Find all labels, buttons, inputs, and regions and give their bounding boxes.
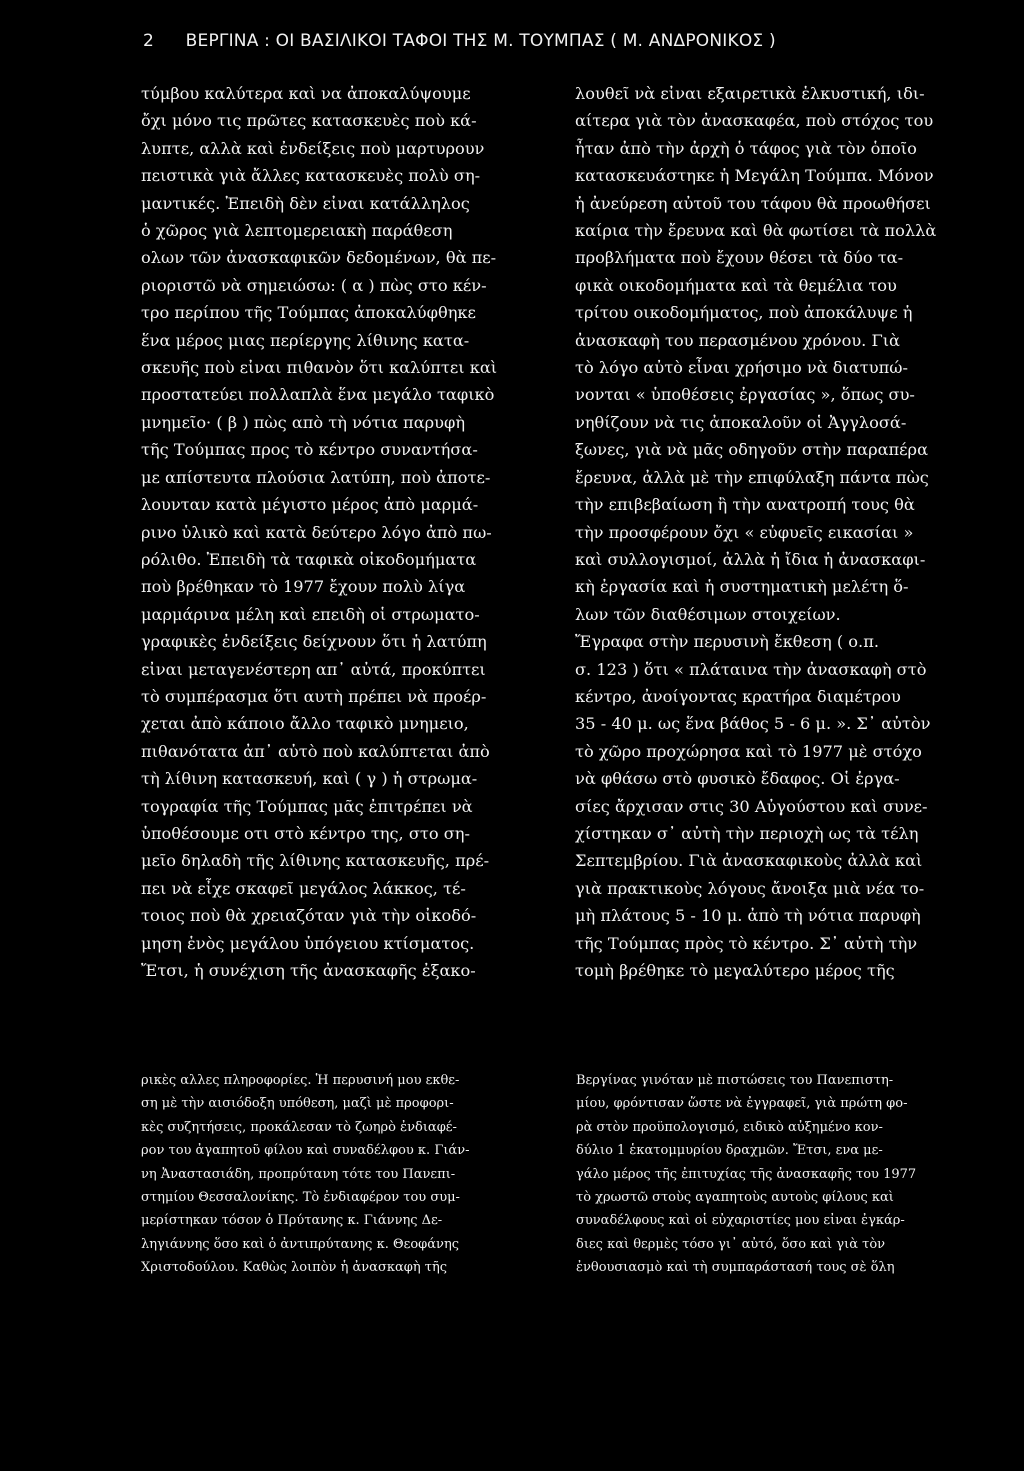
text-line: νονται « ὑποθέσεις ἐργασίας », ὅπως συ- <box>575 385 915 405</box>
text-line: κὲς συζητήσεις, προκάλεσαν τὸ ζωηρὸ ἐνδιαφέ- <box>141 1119 457 1135</box>
text-line: διες καὶ θερμὲς τόσο γι᾽ αὐτό, ὅσο καὶ γιὰ τὸν <box>576 1236 886 1252</box>
text-line: μνημεῖο· ( β ) πὼς απὸ τὴ νότια παρυφὴ <box>141 412 466 432</box>
footnote-left-column <box>141 1069 561 1280</box>
text-line: ὄχι μόνο τις πρῶτες κατασκευὲς ποὺ κά- <box>141 111 477 131</box>
text-line: 35 - 40 μ. ως ἕνα βάθος 5 - 6 μ. ». Σ᾽ αὐτὸν <box>575 714 931 734</box>
text-line: ἔρευνα, ἀλλὰ μὲ τὴν επιφύλαξη πάντα πὼς <box>575 467 929 487</box>
text-line: λουνταν κατὰ μέγιστο μέρος ἀπὸ μαρμά- <box>141 495 479 515</box>
text-line: λων τῶν διαθέσιμων στοιχείων. <box>575 604 841 624</box>
text-line: δύλιο 1 ἑκατομμυρίου δραχμῶν. Ἔτσι, ενα με- <box>576 1143 883 1159</box>
text-line: τοιος ποὺ θὰ χρειαζόταν γιὰ τὴν οἰκοδό- <box>141 906 477 926</box>
text-line: λυπτε, αλλὰ καὶ ἐνδείξεις ποὺ μαρτυρουν <box>141 138 485 158</box>
text-line: πειστικὰ γιὰ ἄλλες κατασκευὲς πολὺ ση- <box>141 166 481 186</box>
text-line: εἰναι μεταγενέστερη απ᾽ αὐτά, προκύπτει <box>141 659 486 679</box>
text-line: χεται ἀπὸ κάποιο ἄλλο ταφικὸ μνημειο, <box>141 714 469 734</box>
text-line: νηθίζουν νὰ τις ἀποκαλοῦν οἱ Ἀγγλοσά- <box>575 412 907 432</box>
text-line: σίες ἄρχισαν στις 30 Αὐγούστου καὶ συνε- <box>575 796 928 816</box>
text-line: Ἔτσι, ἡ συνέχιση τῆς ἀνασκαφῆς ἐξακο- <box>141 961 476 980</box>
page-header <box>143 29 1003 53</box>
text-line: καὶ συλλογισμοί, ἀλλὰ ἡ ἴδια ἡ ἀνασκαφι- <box>575 549 926 569</box>
text-line: τομὴ βρέθηκε τὸ μεγαλύτερο μέρος τῆς <box>575 961 895 980</box>
text-line: μεῖο δηλαδὴ τῆς λίθινης κατασκευῆς, πρέ- <box>141 851 490 871</box>
footnote-right-column <box>576 1069 996 1280</box>
text-line: αίτερα γιὰ τὸν ἀνασκαφέα, ποὺ στόχος του <box>575 111 934 131</box>
text-line: πει νὰ εἶχε σκαφεῖ μεγάλος λάκκος, τέ- <box>141 878 466 898</box>
text-line: πιθανότατα ἀπ᾽ αὐτὸ ποὺ καλύπτεται ἀπὸ <box>141 741 490 761</box>
text-line: σ. 123 ) ὅτι « πλάταινα τὴν ἀνασκαφὴ στὸ <box>575 659 927 679</box>
text-line: ἡ ἀνεύρεση αὐτοῦ του τάφου θὰ προωθήσει <box>575 193 931 213</box>
text-line: καίρια τὴν ἔρευνα καὶ θὰ φωτίσει τὰ πολλὰ <box>575 221 937 241</box>
text-line: Χριστοδούλου. Καθὼς λοιπὸν ἡ ἀνασκαφὴ τῆς <box>141 1260 448 1276</box>
text-line: ξωνες, γιὰ νὰ μᾶς οδηγοῦν στὴν παραπέρα <box>575 440 928 460</box>
text-line: μαντικές. Ἐπειδὴ δὲν εἰναι κατάλληλος <box>141 193 470 213</box>
text-line: νὰ φθάσω στὸ φυσικὸ ἔδαφος. Οἱ ἐργα- <box>575 769 900 789</box>
text-line: Σεπτεμβρίου. Γιὰ ἀνασκαφικοὺς ἀλλὰ καὶ <box>575 851 923 871</box>
text-line: χίστηκαν σ᾽ αὐτὴ τὴν περιοχὴ ως τὰ τέλη <box>575 823 919 843</box>
text-line: ολων τῶν ἀνασκαφικῶν δεδομένων, θὰ πε- <box>141 248 497 268</box>
text-line: ρον του ἀγαπητοῦ φίλου καὶ συναδέλφου κ. Γιάν- <box>141 1143 470 1159</box>
main-text-left-column <box>141 80 556 984</box>
text-line: νη Ἀναστασιάδη, πρoπρύτανη τότε του Πανεπι- <box>141 1166 456 1182</box>
text-line: σκευῆς ποὺ εἰναι πιθανὸν ὅτι καλύπτει καὶ <box>141 358 498 378</box>
text-line: συναδέλφους καὶ οἱ εὐχαριστίες μου εἰναι ἐγκάρ- <box>576 1213 905 1229</box>
text-line: τὸ συμπέρασμα ὅτι αυτὴ πρέπει νὰ προέρ- <box>141 686 487 706</box>
running-title: ΒΕΡΓΙΝΑ : ΟΙ ΒΑΣΙΛΙΚΟΙ ΤΑΦΟΙ ΤΗΣ Μ. ΤΟΥΜΠΑΣ ( Μ. ΑΝΔΡΟΝΙΚΟΣ ) <box>185 31 776 51</box>
page-number: 2 <box>143 31 155 51</box>
text-line: γραφικὲς ἐνδείξεις δείχνουν ὅτι ἡ λατύπη <box>141 632 487 652</box>
text-line: ρικὲς αλλες πληροφορίες. Ἡ περυσινή μου εκθε- <box>141 1073 460 1088</box>
text-line: ὑποθέσουμε οτι στὸ κέντρο της, στο ση- <box>141 823 470 843</box>
text-line: κὴ ἐργασία καὶ ἡ συστηματικὴ μελέτη ὅ- <box>575 577 909 597</box>
text-line: προβλήματα ποὺ ἔχουν θέσει τὰ δύο τα- <box>575 248 904 268</box>
text-line: τρίτου οικοδομήματος, ποὺ ἀποκάλυψε ἡ <box>575 303 913 323</box>
text-line: τρο περίπου τῆς Τούμπας ἀποκαλύφθηκε <box>141 303 476 323</box>
text-line: ρινο ὑλικὸ καὶ κατὰ δεύτερο λόγο ἀπὸ πω- <box>141 522 492 542</box>
text-line: τὴν επιβεβαίωση ἢ τὴν ανατροπή τους θὰ <box>575 495 915 515</box>
text-line: ὁ χῶρος γιὰ λεπτομερειακὴ παράθεση <box>141 221 453 241</box>
text-line: ρὰ στὸν προϋπολογισμό, ειδικὸ αὐξημένο κον- <box>576 1119 883 1135</box>
text-line: κέντρο, ἀνοίγοντας κρατήρα διαμέτρου <box>575 686 901 706</box>
text-line: μίου, φρόντισαν ὥστε νὰ ἐγγραφεῖ, γιὰ πρώτη φο- <box>576 1096 908 1112</box>
text-line: φικὰ οικοδομήματα καὶ τὰ θεμέλια του <box>575 275 897 295</box>
text-line: τὴν προσφέρουν ὄχι « εὐφυεῖς εικασίαι » <box>575 522 914 542</box>
text-line: Ἔγραφα στὴν περυσινὴ ἔκθεση ( ο.π. <box>575 632 879 652</box>
text-line: τὸ χῶρο προχώρησα καὶ τὸ 1977 μὲ στόχο <box>575 741 922 761</box>
text-line: τογραφία τῆς Τούμπας μᾶς ἐπιτρέπει νὰ <box>141 796 473 816</box>
text-line: ση μὲ τὴν αισιόδοξη υπόθεση, μαζὶ μὲ προφορι- <box>141 1096 454 1112</box>
text-line: μερίστηκαν τόσον ὁ Πρύτανης κ. Γιάννης Δε- <box>141 1213 443 1229</box>
text-line: γιὰ πρακτικοὺς λόγους ἄνοιξα μιὰ νέα το- <box>575 878 925 898</box>
text-line: μὴ πλάτους 5 - 10 μ. ἀπὸ τὴ νότια παρυφὴ <box>575 906 921 926</box>
text-line: γάλο μέρος τῆς ἐπιτυχίας τῆς ἀνασκαφῆς του 1977 <box>576 1166 917 1182</box>
text-line: προστατεύει πολλαπλὰ ἕνα μεγάλο ταφικὸ <box>141 385 495 405</box>
text-line: τύμβου καλύτερα καὶ να ἀποκαλύψουμε <box>141 84 471 103</box>
text-line: τῆς Τούμπας προς τὸ κέντρο συναντήσα- <box>141 440 478 460</box>
text-line: τὸ λόγο αὐτὸ εἶναι χρήσιμο νὰ διατυπώ- <box>575 358 908 378</box>
main-text-right-column <box>575 80 1000 984</box>
text-line: λουθεῖ νὰ εἰναι εξαιρετικὰ ἑλκυστική, ιδι- <box>575 84 925 103</box>
text-line: ἦταν ἀπὸ τὴν ἀρχὴ ὁ τάφος γιὰ τὸν ὁποῖο <box>575 138 917 158</box>
text-line: ἕνα μέρος μιας περίεργης λίθινης κατα- <box>141 330 470 350</box>
text-line: τῆς Τούμπας πρὸς τὸ κέντρο. Σ᾽ αὐτὴ τὴν <box>575 933 918 953</box>
text-line: ἀνασκαφὴ του περασμένου χρόνου. Γιὰ <box>575 330 900 350</box>
text-line: μηση ἑνὸς μεγάλου ὑπόγειου κτίσματος. <box>141 933 475 953</box>
text-line: ἐνθουσιασμὸ καὶ τὴ συμπαράστασή τους σὲ ὅλη <box>576 1260 895 1276</box>
text-line: κατασκευάστηκε ἡ Μεγάλη Τούμπα. Μόνον <box>575 166 934 186</box>
text-line: ριοριστῶ νὰ σημειώσω: ( α ) πὼς στο κέν- <box>141 275 487 295</box>
text-line: Βεργίνας γινόταν μὲ πιστώσεις του Πανεπιστη- <box>576 1073 894 1088</box>
text-line: με απίστευτα πλούσια λατύπη, ποὺ ἀποτε- <box>141 467 491 487</box>
text-line: μαρμάρινα μέλη καὶ επειδὴ οἱ στρωματο- <box>141 604 480 624</box>
text-line: στημίου Θεσσαλονίκης. Τὸ ἐνδιαφέρον του συμ- <box>141 1190 460 1206</box>
text-line: ρόλιθο. Ἐπειδὴ τὰ ταφικὰ οἰκοδομήματα <box>141 549 477 569</box>
text-line: τὸ χρωστῶ στοὺς αγαπητοὺς αυτοὺς φίλους καὶ <box>576 1190 894 1206</box>
text-line: ποὺ βρέθηκαν τὸ 1977 ἔχουν πολὺ λίγα <box>141 577 466 597</box>
text-line: τὴ λίθινη κατασκευή, καὶ ( γ ) ἡ στρωμα- <box>141 769 478 789</box>
text-line: ληγιάννης ὅσο καὶ ὁ ἀντιπρύτανης κ. Θεοφάνης <box>141 1236 460 1252</box>
